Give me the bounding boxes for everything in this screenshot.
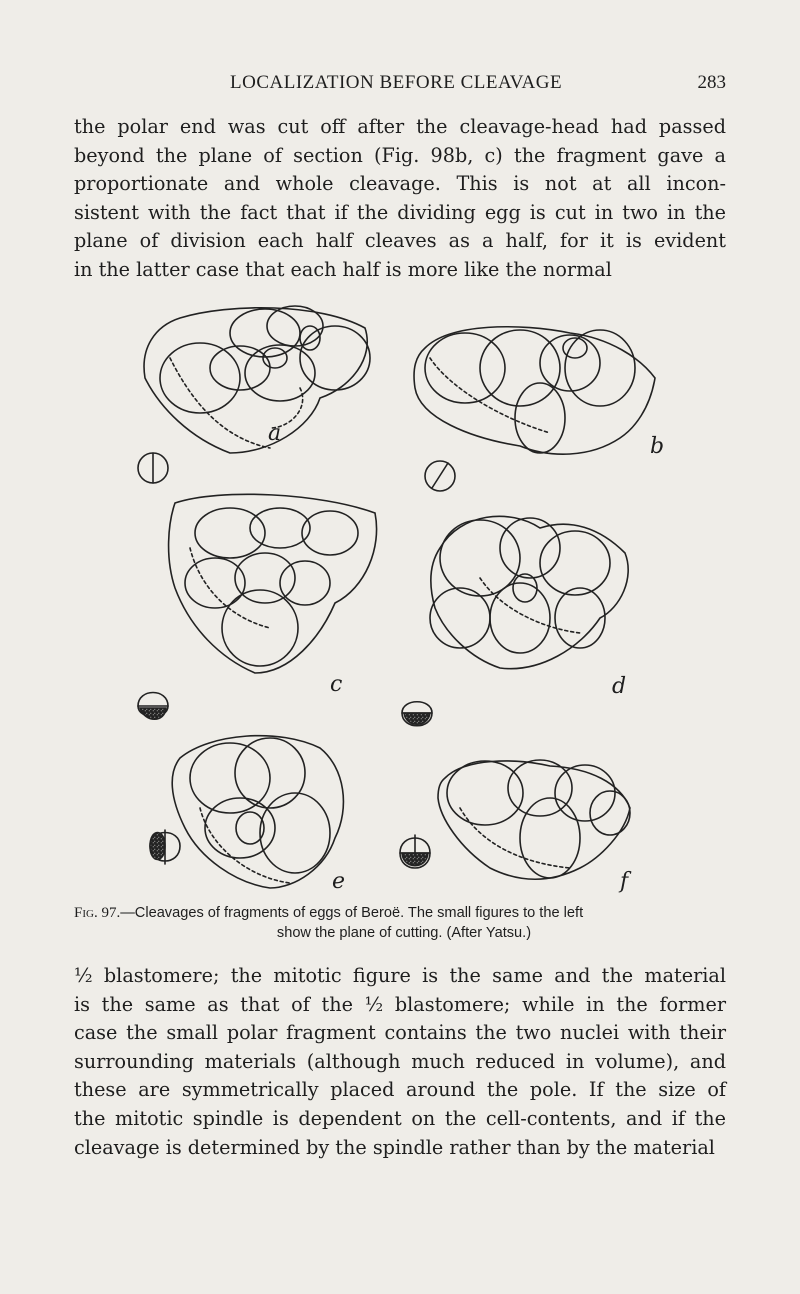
caption-text: —Cleavages of fragments of eggs of Beroë. The small figures to the left [120, 905, 584, 921]
figure-d-drawing [430, 516, 628, 699]
text-line: in the latter case that each half is more like the normal [74, 257, 612, 281]
figure-b-drawing [414, 327, 664, 459]
running-title: LOCALIZATION BEFORE CLEAVAGE [230, 72, 563, 93]
cleavage-drawings [120, 288, 710, 898]
figure-label-e: e [332, 869, 346, 894]
text-line: ½ blastomere; the mitotic figure is the same and the material [74, 964, 726, 987]
text-line: the mitotic spindle is dependent on the cell-contents, and if the [74, 1106, 726, 1130]
text-line: these are symmetrically placed around the pole. If the size of [74, 1078, 726, 1102]
text-line: beyond the plane of section (Fig. 98b, c) the fragment gave a [74, 143, 726, 167]
caption-line: show the plane of cutting. (After Yatsu.) [276, 925, 532, 941]
text-line: plane of division each half cleaves as a half, for it is evident [74, 229, 726, 253]
text-line: proportionate and whole cleavage. This is not at all incon- [74, 172, 726, 196]
figure-b-cut-plane [425, 461, 455, 491]
figure-f-drawing [438, 760, 632, 894]
figure-e-drawing [172, 736, 345, 894]
figure-label-c: c [330, 672, 343, 697]
bottom-paragraph [74, 962, 726, 1162]
caption-line [74, 903, 734, 923]
text-line: case the small polar fragment contains the two nuclei with their [74, 1021, 726, 1045]
figure-97 [120, 288, 710, 898]
figure-c-drawing [169, 494, 377, 697]
page-number: 283 [697, 72, 726, 93]
figure-f-cut-plane [400, 835, 430, 868]
figure-number: Fig. 97. [74, 905, 121, 921]
figure-label-b: b [650, 434, 665, 459]
figure-caption [74, 903, 734, 943]
figure-e-cut-plane [150, 830, 180, 864]
figure-c-cut-plane [138, 693, 168, 720]
text-line: surrounding materials (although much reduced in volume), and [74, 1049, 726, 1073]
top-paragraph [74, 113, 726, 285]
figure-label-a: a [268, 421, 282, 446]
text-line: cleavage is determined by the spindle rather than by the material [74, 1135, 715, 1159]
figure-label-f: f [620, 869, 629, 894]
figure-label-d: d [612, 674, 627, 699]
figure-a-cut-plane [138, 453, 168, 483]
figure-a-drawing [144, 306, 370, 453]
text-line: sistent with the fact that if the dividing egg is cut in two in the [74, 200, 726, 224]
text-line: is the same as that of the ½ blastomere; while in the former [74, 992, 726, 1016]
figure-d-cut-plane [402, 702, 432, 726]
text-line: the polar end was cut off after the cleavage-head had passed [74, 115, 726, 138]
